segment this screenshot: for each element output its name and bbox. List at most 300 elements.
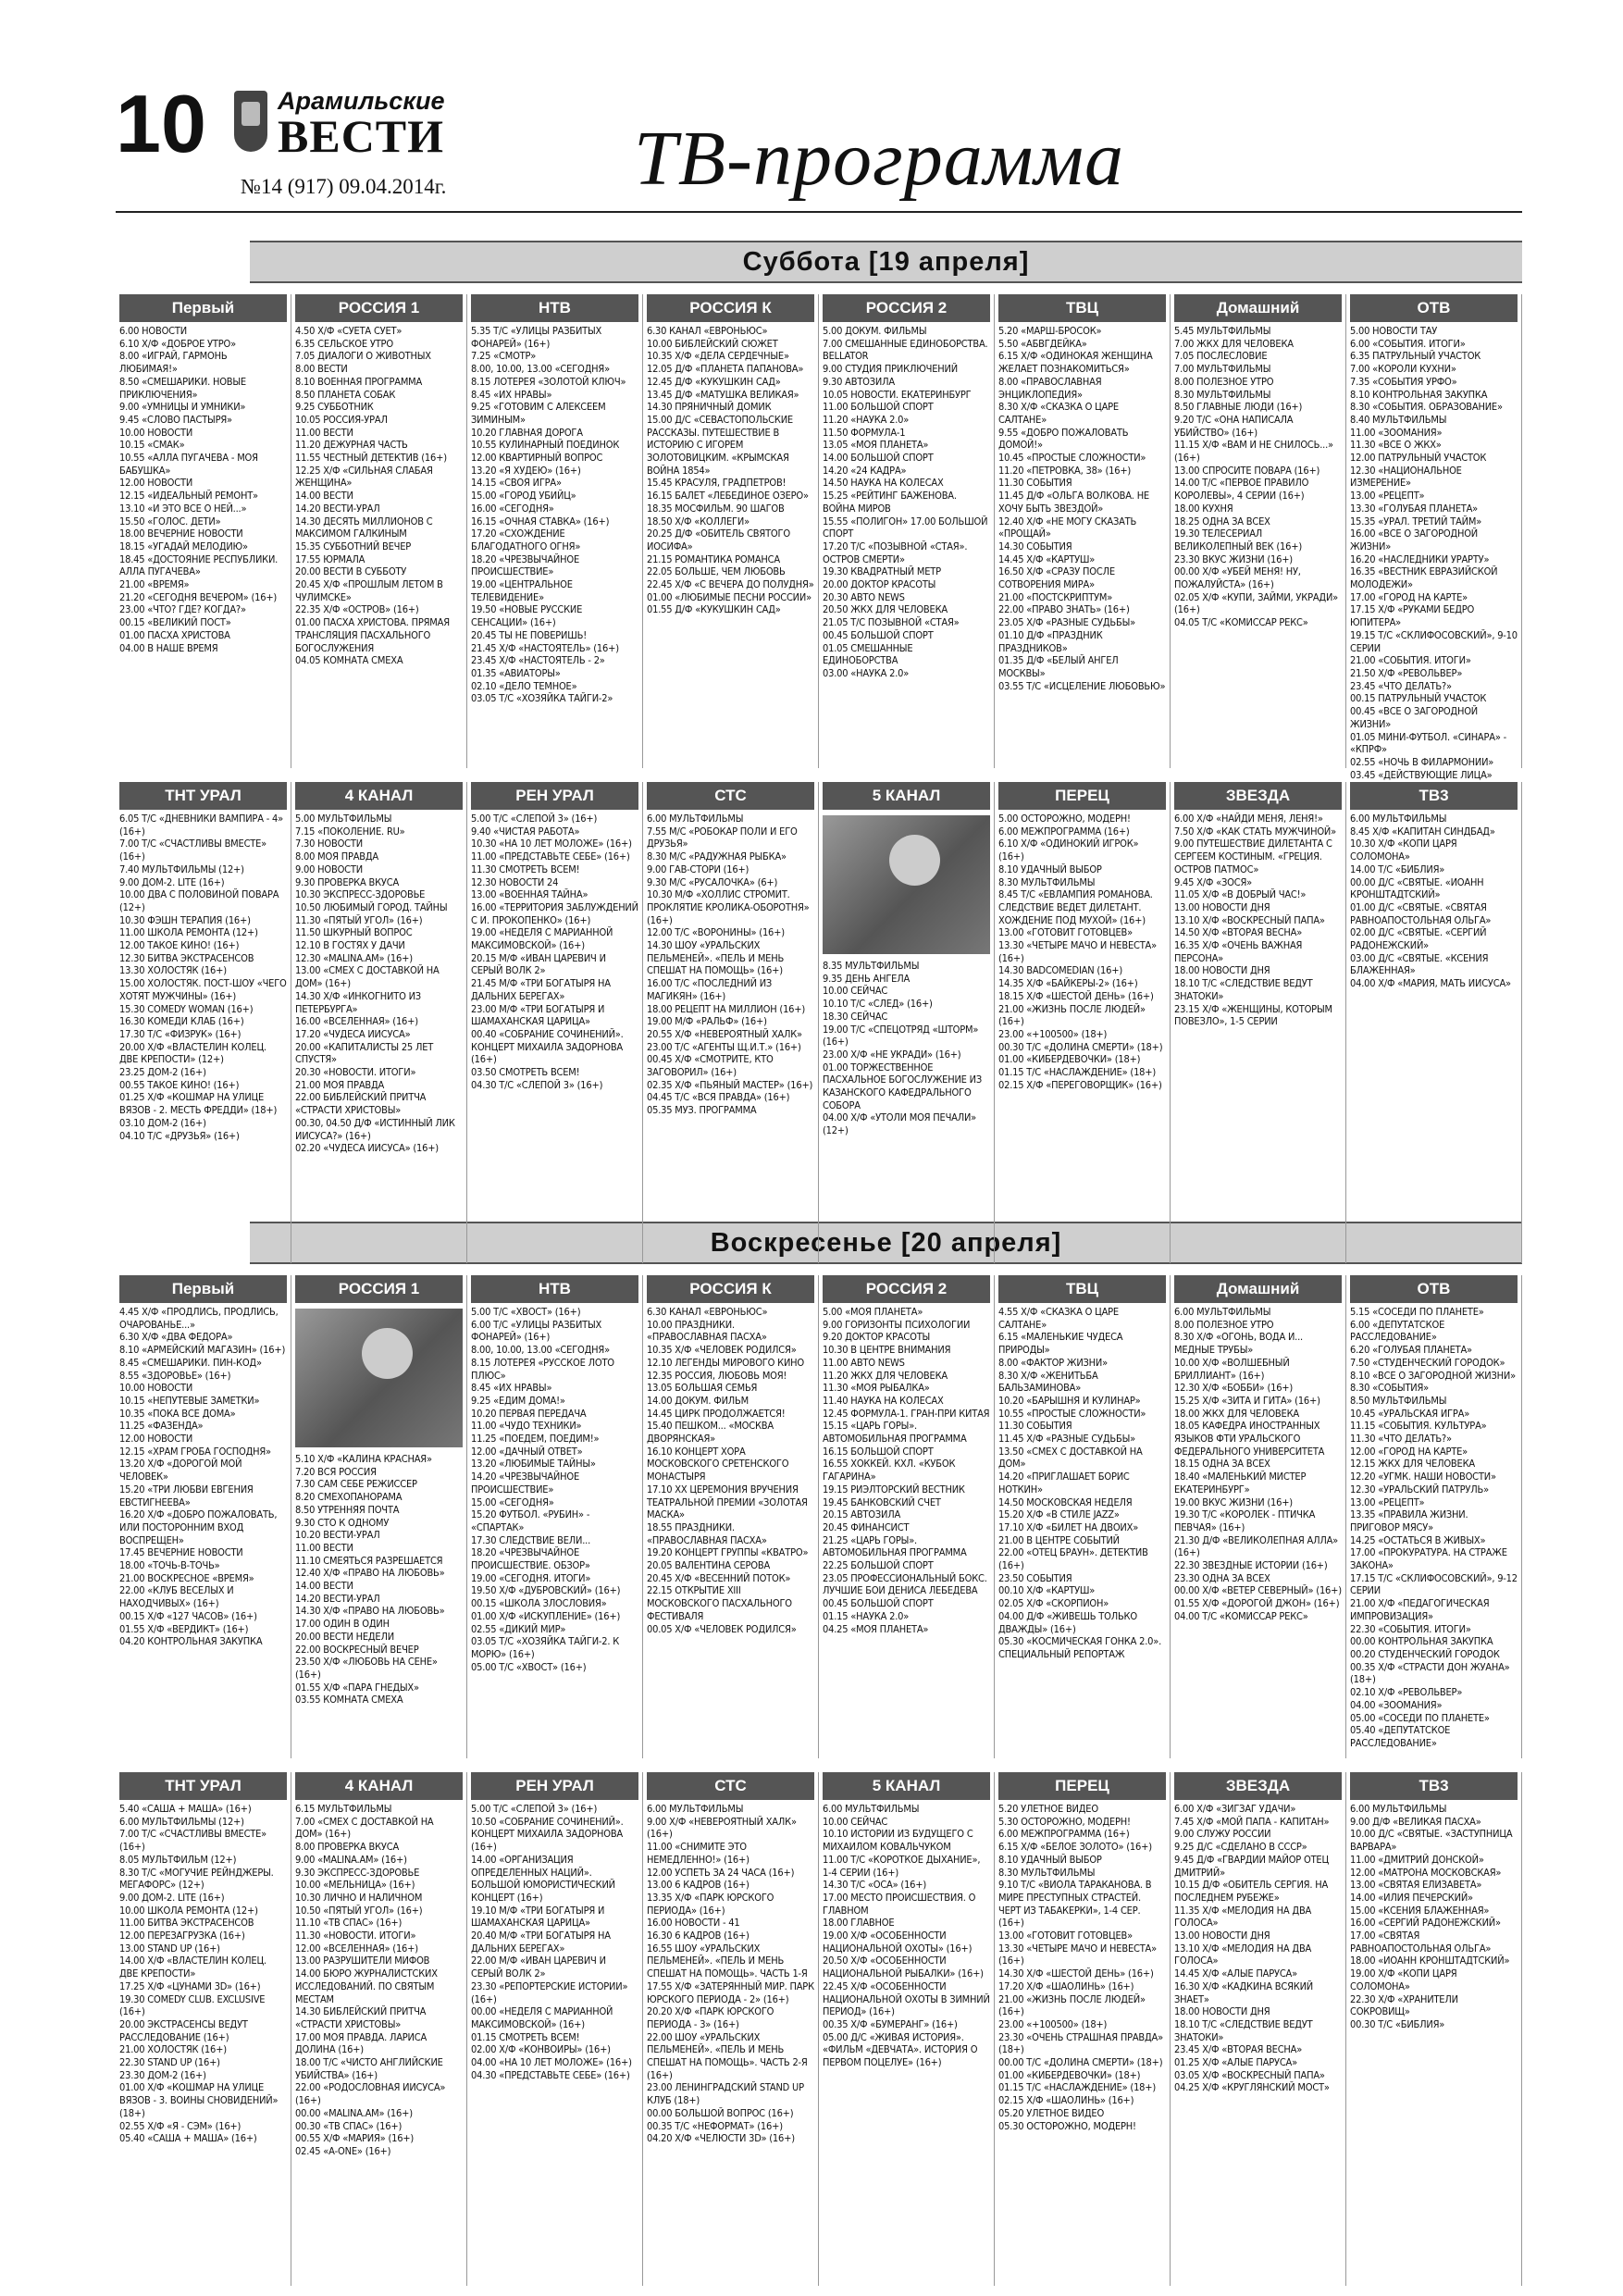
- program-item: 8.15 ЛОТЕРЕЯ «ЗОЛОТОЙ КЛЮЧ»: [471, 375, 626, 388]
- program-item: 05.40 «ДЕПУТАТСКОЕ РАССЛЕДОВАНИЕ»: [1350, 1724, 1451, 1749]
- program-item: 11.45 Д/Ф «ОЛЬГА ВОЛКОВА. НЕ ХОЧУ БЫТЬ ЗВЕЗДОЙ»: [998, 490, 1149, 515]
- program-item: 5.45 МУЛЬТФИЛЬМЫ: [1174, 325, 1271, 337]
- channel-column: [819, 294, 995, 768]
- program-item: 5.30 ОСТОРОЖНО, МОДЕРН!: [998, 1815, 1131, 1828]
- program-item: 11.25 «ПОЕДЕМ, ПОЕДИМ!»: [471, 1433, 600, 1446]
- program-list: [647, 325, 814, 616]
- program-item: 12.30 «MALINA.AM» (16+): [295, 951, 413, 964]
- program-item: 18.10 Т/С «СЛЕДСТВИЕ ВЕДУТ ЗНАТОКИ»: [1174, 977, 1313, 1002]
- program-item: 19.30 COMEDY CLUB. EXCLUSIVE (16+): [119, 1992, 266, 2018]
- program-item: 04.45 Т/С «ВСЯ ПРАВДА» (16+): [647, 1091, 790, 1104]
- program-item: 23.00 Х/Ф «НЕ УКРАДИ» (16+): [823, 1048, 961, 1061]
- program-item: 23.30 ДОМ-2 (16+): [119, 2068, 206, 2081]
- channel-logo: ПЕРЕЦ: [998, 1772, 1166, 1800]
- program-item: 10.00 ДВА С ПОЛОВИНОЙ ПОВАРА (12+): [119, 888, 279, 913]
- program-item: 04.05 Т/С «КОМИССАР РЕКС»: [1174, 616, 1308, 629]
- channel-column: [291, 1275, 467, 1758]
- program-item: 00.45 Х/Ф «СМОТРИТЕ, КТО ЗАГОВОРИЛ» (16+): [647, 1053, 774, 1079]
- channel-logo: ПЕРЕЦ: [998, 782, 1166, 810]
- program-item: 13.05 «МОЯ ПЛАНЕТА»: [823, 439, 929, 452]
- program-item: 01.15 СМОТРЕТЬ ВСЕМ!: [471, 2030, 580, 2043]
- program-item: 7.25 «СМОТР»: [471, 350, 537, 363]
- channel-column: [643, 782, 819, 1263]
- program-item: 9.45 «СЛОВО ПАСТЫРЯ»: [119, 413, 232, 426]
- program-item: 16.20 Х/Ф «ДОБРО ПОЖАЛОВАТЬ, ИЛИ ПОСТОРОННИМ ВХОД ВОСПРЕЩЕН»: [119, 1508, 278, 1546]
- program-item: 13.00 «РЕЦЕПТ»: [1350, 490, 1425, 503]
- program-item: 22.45 Х/Ф «С ВЕЧЕРА ДО ПОЛУДНЯ»: [647, 578, 814, 591]
- page-title: ТВ-программа: [634, 116, 1124, 202]
- program-item: 14.20 ВЕСТИ-УРАЛ: [295, 1592, 380, 1605]
- channel-column: [1171, 1275, 1346, 1758]
- program-item: 19.00 Х/Ф «ОСОБЕННОСТИ НАЦИОНАЛЬНОЙ ОХОТЫ» (16+): [823, 1930, 973, 1955]
- program-item: 10.20 ПЕРВАЯ ПЕРЕДАЧА: [471, 1407, 587, 1420]
- program-item: 23.00 «+100500» (18+): [998, 2017, 1108, 2030]
- program-list: [647, 813, 814, 1117]
- program-item: 22.30 Х/Ф «ХРАНИТЕЛИ СОКРОВИЩ»: [1350, 1992, 1458, 2018]
- program-item: 11.30 «ПЯТЫЙ УГОЛ» (16+): [295, 913, 423, 926]
- program-item: 7.00 Т/С «СЧАСТЛИВЫ ВМЕСТЕ» (16+): [119, 838, 267, 863]
- program-item: 23.00 Т/С «АГЕНТЫ Щ.И.Т.» (16+): [647, 1040, 801, 1053]
- program-item: 16.00 «ВСЕ О ЗАГОРОДНОЙ ЖИЗНИ»: [1350, 527, 1479, 552]
- channel-column: [995, 1275, 1171, 1758]
- program-list: [647, 1306, 814, 1635]
- program-item: 14.30 БИБЛЕЙСКИЙ ПРИТЧА «СТРАСТИ ХРИСТОВЫ»: [295, 2005, 427, 2030]
- program-list: [295, 813, 463, 1155]
- program-item: 12.30 БИТВА ЭКСТРАСЕНСОВ: [119, 951, 254, 964]
- program-item: 01.35 «АВИАТОРЫ»: [471, 666, 561, 679]
- program-item: 15.00 ХОЛОСТЯК. ПОСТ-ШОУ «ЧЕГО ХОТЯТ МУЖЧИНЫ» (16+): [119, 977, 287, 1002]
- program-item: 00.30 Т/С «ДОЛИНА СМЕРТИ» (18+): [998, 1040, 1163, 1053]
- program-item: 04.30 «ПРЕДСТАВЬТЕ СЕБЕ» (16+): [471, 2068, 630, 2081]
- program-item: 10.00 СЕЙЧАС: [823, 985, 888, 998]
- program-item: 02.10 «ДЕЛО ТЕМНОЕ»: [471, 679, 577, 692]
- program-item: 15.40 ПЕШКОМ... «МОСКВА ДВОРЯНСКАЯ»: [647, 1420, 774, 1446]
- program-item: 8.00 ПОЛЕЗНОЕ УТРО: [1174, 1318, 1274, 1331]
- program-item: 14.20 ВЕСТИ-УРАЛ: [295, 502, 380, 515]
- program-item: 14.00 Т/С «БИБЛИЯ»: [1350, 863, 1445, 875]
- channel-column: [1346, 1772, 1522, 2286]
- program-item: 8.40 МУЛЬТФИЛЬМЫ: [1350, 413, 1447, 426]
- program-item: 23.45 Х/Ф «ВТОРАЯ ВЕСНА»: [1174, 2043, 1303, 2056]
- program-item: 12.00 «ВСЕЛЕННАЯ» (16+): [295, 1942, 418, 1955]
- program-item: 18.00 «ТОЧЬ-В-ТОЧЬ»: [119, 1559, 220, 1572]
- program-item: 04.30 Т/С «СЛЕПОЙ 3» (16+): [471, 1078, 603, 1091]
- program-item: 17.55 ЮРМАЛА: [295, 552, 365, 565]
- program-item: 11.20 ЖКХ ДЛЯ ЧЕЛОВЕКА: [823, 1369, 948, 1382]
- program-item: 04.00 Т/С «КОМИССАР РЕКС»: [1174, 1609, 1308, 1622]
- channel-logo: РОССИЯ 2: [823, 294, 990, 322]
- program-item: 13.00 «ГОТОВИТ ГОТОВЦЕВ»: [998, 926, 1133, 939]
- program-item: 18.40 «МАЛЕНЬКИЙ МИСТЕР ЕКАТЕРИНБУРГ»: [1174, 1471, 1307, 1496]
- program-item: 21.20 «СЕГОДНЯ ВЕЧЕРОМ» (16+): [119, 590, 278, 603]
- program-item: 03.10 ДОМ-2 (16+): [119, 1116, 206, 1129]
- program-item: 13.20 «Я ХУДЕЮ» (16+): [471, 464, 581, 477]
- program-item: 19.30 Т/С «КОРОЛЕК - ПТИЧКА ПЕВЧАЯ» (16+): [1174, 1508, 1316, 1533]
- program-item: 20.00 ЭКСТРАСЕНСЫ ВЕДУТ РАССЛЕДОВАНИЕ (16+): [119, 2017, 248, 2043]
- program-item: 19.45 БАНКОВСКИЙ СЧЕТ: [823, 1496, 941, 1508]
- program-item: 8.30 Х/Ф «ОГОНЬ, ВОДА И... МЕДНЫЕ ТРУБЫ»: [1174, 1331, 1303, 1357]
- newspaper-name-line2: ВЕСТИ: [278, 110, 445, 162]
- program-item: 00.35 Х/Ф «СТРАСТИ ДОН ЖУАНА» (18+): [1350, 1660, 1510, 1686]
- photo-image: [295, 1309, 463, 1447]
- program-item: 11.50 ШКУРНЫЙ ВОПРОС: [295, 926, 413, 939]
- program-item: 01.10 Д/Ф «ПРАЗДНИК ПРАЗДНИКОВ»: [998, 628, 1103, 654]
- program-item: 23.30 «ОЧЕНЬ СТРАШНАЯ ПРАВДА» (18+): [998, 2030, 1163, 2056]
- program-item: 12.00 ПЕРЕЗАГРУЗКА (16+): [119, 1930, 245, 1942]
- channel-column: [1346, 294, 1522, 781]
- program-item: 03.05 Х/Ф «ВОСКРЕСНЫЙ ПАПА»: [1174, 2068, 1325, 2081]
- program-item: 05.40 «САША + МАША» (16+): [119, 2132, 257, 2145]
- program-item: 23.00 ЛЕНИНГРАДСКИЙ STAND UP КЛУБ (18+): [647, 2081, 804, 2107]
- program-item: 22.35 Х/Ф «ОСТРОВ» (16+): [295, 603, 419, 616]
- program-item: 5.00 ДОКУМ. ФИЛЬМЫ: [823, 325, 927, 337]
- program-item: 14.00 БЮРО ЖУРНАЛИСТСКИХ ИССЛЕДОВАНИЙ. ПО СВЯТЫМ МЕСТАМ: [295, 1967, 438, 2005]
- program-item: 16.35 «ВЕСТНИК ЕВРАЗИЙСКОЙ МОЛОДЕЖИ»: [1350, 565, 1498, 591]
- program-item: 9.30 АВТОЗИЛА: [823, 375, 895, 388]
- program-item: 16.35 Х/Ф «ОЧЕНЬ ВАЖНАЯ ПЕРСОНА»: [1174, 939, 1303, 964]
- program-item: 6.00 МУЛЬТФИЛЬМЫ: [1174, 1306, 1271, 1318]
- program-item: 22.30 STAND UP (16+): [119, 2056, 220, 2069]
- program-item: 12.40 Х/Ф «ПРАВО НА ЛЮБОВЬ»: [295, 1567, 445, 1580]
- program-item: 14.50 НАУКА НА КОЛЕСАХ: [823, 477, 944, 490]
- program-item: 9.00 Д/Ф «ВЕЛИКАЯ ПАСХА»: [1350, 1815, 1481, 1828]
- program-item: 11.30 «МОЯ РЫБАЛКА»: [823, 1382, 930, 1395]
- program-item: 10.30 ЛИЧНО И НАЛИЧНОМ: [295, 1891, 423, 1904]
- program-item: 21.00 В ЦЕНТРЕ СОБЫТИЙ: [998, 1533, 1120, 1546]
- program-item: 12.00 Т/С «ВОРОНИНЫ» (16+): [647, 926, 785, 939]
- program-item: 9.00 ГАВ-СТОРИ (16+): [647, 863, 750, 875]
- channel-column: [819, 1772, 995, 2286]
- program-item: 8.45 «ИХ НРАВЫ»: [471, 1382, 552, 1395]
- program-item: 9.35 ДЕНЬ АНГЕЛА: [823, 972, 911, 985]
- program-item: 02.55 «ДИКИЙ МИР»: [471, 1622, 566, 1635]
- program-item: 23.50 СОБЫТИЯ: [998, 1571, 1072, 1584]
- channel-logo: СТС: [647, 782, 814, 810]
- program-item: 21.50 Х/Ф «РЕВОЛЬВЕР»: [1350, 666, 1463, 679]
- program-item: 9.30 СТО К ОДНОМУ: [295, 1516, 390, 1529]
- program-item: 7.05 ПОСЛЕСЛОВИЕ: [1174, 350, 1268, 363]
- program-item: 9.30 М/С «РУСАЛОЧКА» (6+): [647, 875, 778, 888]
- program-item: 14.20 «ЧРЕЗВЫЧАЙНОЕ ПРОИСШЕСТВИЕ»: [471, 1471, 580, 1496]
- program-item: 16.55 ХОККЕЙ. КХЛ. «КУБОК ГАГАРИНА»: [823, 1458, 956, 1483]
- program-item: 00.30 Т/С «БИБЛИЯ»: [1350, 2017, 1445, 2030]
- program-item: 12.00 ТАКОЕ КИНО! (16+): [119, 939, 240, 952]
- program-item: 8.15 ЛОТЕРЕЯ «РУССКОЕ ЛОТО ПЛЮС»: [471, 1356, 614, 1382]
- program-item: 22.00 «КЛУБ ВЕСЕЛЫХ И НАХОДЧИВЫХ» (16+): [119, 1584, 234, 1610]
- program-item: 11.20 ДЕЖУРНАЯ ЧАСТЬ: [295, 439, 408, 452]
- program-item: 6.35 ПАТРУЛЬНЫЙ УЧАСТОК: [1350, 350, 1481, 363]
- program-item: 4.55 Х/Ф «СКАЗКА О ЦАРЕ САЛТАНЕ»: [998, 1306, 1119, 1331]
- program-item: 9.00 Х/Ф «НЕВЕРОЯТНЫЙ ХАЛК» (16+): [647, 1815, 797, 1841]
- program-item: 8.00, 10.00, 13.00 «СЕГОДНЯ»: [471, 363, 610, 376]
- program-item: 10.35 «ПОКА ВСЕ ДОМА»: [119, 1407, 236, 1420]
- program-item: 6.00 МУЛЬТФИЛЬМЫ: [1350, 1803, 1447, 1815]
- program-list: [1350, 1306, 1518, 1750]
- program-list: [823, 1306, 990, 1635]
- program-item: 8.00, 10.00, 13.00 «СЕГОДНЯ»: [471, 1344, 610, 1357]
- program-item: 11.00 ВЕСТИ: [295, 426, 353, 439]
- program-item: 17.45 ВЕЧЕРНИЕ НОВОСТИ: [119, 1546, 243, 1559]
- program-item: 16.00 «ВСЕЛЕННАЯ» (16+): [295, 1015, 418, 1028]
- channel-column: [467, 1275, 643, 1758]
- program-item: 9.25 СУББОТНИК: [295, 401, 374, 414]
- program-item: 6.30 Х/Ф «ДВА ФЕДОРА»: [119, 1331, 233, 1344]
- program-item: 8.00 «ИГРАЙ, ГАРМОНЬ ЛЮБИМАЯ!»: [119, 350, 228, 376]
- program-item: 04.20 Х/Ф «ЧЕЛЮСТИ 3D» (16+): [647, 2132, 795, 2145]
- program-item: 19.00 М/Ф «РАЛЬФ» (16+): [647, 1015, 767, 1028]
- program-item: 16.10 КОНЦЕРТ ХОРА МОСКОВСКОГО СРЕТЕНСКОГО МОНАСТЫРЯ: [647, 1445, 789, 1483]
- program-item: 15.45 КРАСУЛЯ, ГРАДПЕТРОВ!: [647, 477, 787, 490]
- program-item: 7.30 НОВОСТИ: [295, 838, 363, 850]
- program-item: 16.30 Х/Ф «КАДКИНА ВСЯКИЙ ЗНАЕТ»: [1174, 1980, 1314, 2005]
- program-item: 5.50 «АБВГДЕЙКА»: [998, 337, 1087, 350]
- program-item: 6.15 Х/Ф «БЕЛОЕ ЗОЛОТО» (16+): [998, 1841, 1152, 1854]
- program-item: 8.20 СМЕХОПАНОРАМА: [295, 1491, 403, 1504]
- program-item: 00.30 «ТВ СПАС» (16+): [295, 2119, 403, 2132]
- channel-logo: ТНТ УРАЛ: [119, 782, 287, 810]
- program-item: 8.00 ПОЛЕЗНОЕ УТРО: [1174, 375, 1274, 388]
- program-item: 14.45 Х/Ф «КАРТУШ»: [998, 552, 1096, 565]
- program-item: 21.45 Х/Ф «НАСТОЯТЕЛЬ» (16+): [471, 641, 619, 654]
- program-item: 10.20 ГЛАВНАЯ ДОРОГА: [471, 426, 583, 439]
- program-item: 17.30 СЛЕДСТВИЕ ВЕЛИ...: [471, 1533, 591, 1546]
- program-item: 12.30 «НАЦИОНАЛЬНОЕ ИЗМЕРЕНИЕ»: [1350, 464, 1462, 490]
- program-item: 01.00 ПАСХА ХРИСТОВА: [119, 628, 230, 641]
- program-item: 8.10 «ВСЕ О ЗАГОРОДНОЙ ЖИЗНИ»: [1350, 1369, 1516, 1382]
- program-item: 5.15 «СОСЕДИ ПО ПЛАНЕТЕ»: [1350, 1306, 1484, 1318]
- program-item: 18.00 Т/С «ЧИСТО АНГЛИЙСКИЕ УБИЙСТВА» (16+): [295, 2056, 443, 2081]
- program-item: 10.00 ШКОЛА РЕМОНТА (12+): [119, 1904, 258, 1917]
- program-item: 19.00 Т/С «СПЕЦОТРЯД «ШТОРМ» (16+): [823, 1023, 979, 1049]
- channel-column: [291, 782, 467, 1263]
- program-item: 12.35 РОССИЯ, ЛЮБОВЬ МОЯ!: [647, 1369, 787, 1382]
- program-item: 11.40 НАУКА НА КОЛЕСАХ: [823, 1394, 944, 1407]
- day-label: Воскресенье [20 апреля]: [710, 1228, 1062, 1258]
- program-list: [823, 1803, 990, 2069]
- program-item: 14.00 ВЕСТИ: [295, 490, 353, 503]
- program-item: 21.25 «ЦАРЬ ГОРЫ». АВТОМОБИЛЬНАЯ ПРОГРАММА: [823, 1533, 967, 1559]
- program-item: 10.15 «СМАК»: [119, 439, 185, 452]
- channel-column: [643, 1275, 819, 1758]
- program-item: 12.30 Х/Ф «БОББИ» (16+): [1174, 1382, 1294, 1395]
- channel-column: [291, 1772, 467, 2286]
- program-item: 8.10 «АРМЕЙСКИЙ МАГАЗИН» (16+): [119, 1344, 286, 1357]
- program-item: 15.55 «ПОЛИГОН» 17.00 БОЛЬШОЙ СПОРТ: [823, 515, 988, 540]
- program-item: 9.00 «MALINA.AM» (16+): [295, 1853, 407, 1866]
- program-item: 18.15 ОДНА ЗА ВСЕХ: [1174, 1458, 1270, 1471]
- program-item: 20.20 Х/Ф «ПАРК ЮРСКОГО ПЕРИОДА - 3» (16+): [647, 2005, 774, 2030]
- program-item: 15.25 «РЕЙТИНГ БАЖЕНОВА. ВОЙНА МИРОВ: [823, 490, 957, 515]
- channel-column: [116, 1772, 291, 2286]
- program-item: 18.45 «ДОСТОЯНИЕ РЕСПУБЛИКИ. АЛЛА ПУГАЧЕВА»: [119, 552, 279, 578]
- program-item: 11.30 «ВСЕ О ЖКХ»: [1350, 439, 1442, 452]
- program-item: 21.45 М/Ф «ТРИ БОГАТЫРЯ НА ДАЛЬНИХ БЕРЕГАХ»: [471, 977, 611, 1002]
- program-item: 10.15 «НЕПУТЕВЫЕ ЗАМЕТКИ»: [119, 1394, 260, 1407]
- program-item: 17.00 «СВЯТАЯ РАВНОАПОСТОЛЬНАЯ ОЛЬГА»: [1350, 1930, 1492, 1955]
- program-item: 17.00 ОДИН В ОДИН: [295, 1618, 390, 1631]
- program-item: 13.00 «ГОТОВИТ ГОТОВЦЕВ»: [998, 1930, 1133, 1942]
- program-item: 21.30 Д/Ф «ВЕЛИКОЛЕПНАЯ АЛЛА» (16+): [1174, 1533, 1338, 1559]
- program-item: 18.25 ОДНА ЗА ВСЕХ: [1174, 515, 1270, 527]
- program-item: 15.20 ФУТБОЛ. «РУБИН» - «СПАРТАК»: [471, 1508, 590, 1533]
- program-item: 12.05 Д/Ф «ПЛАНЕТА ПАПАНОВА»: [647, 363, 804, 376]
- program-item: 10.15 Д/Ф «ОБИТЕЛЬ СЕРГИЯ. НА ПОСЛЕДНЕМ РУБЕЖЕ»: [1174, 1879, 1329, 1904]
- program-item: 22.05 БОЛЬШЕ, ЧЕМ ЛЮБОВЬ: [647, 565, 786, 578]
- channel-column: [1346, 782, 1522, 1263]
- program-item: 17.25 Х/Ф «ЦУНАМИ 3D» (16+): [119, 1980, 261, 1992]
- program-item: 9.25 «ЕДИМ ДОМА!»: [471, 1394, 565, 1407]
- program-item: 03.55 Т/С «ИСЦЕЛЕНИЕ ЛЮБОВЬЮ»: [998, 679, 1166, 692]
- program-item: 5.20 «МАРШ-БРОСОК»: [998, 325, 1102, 337]
- program-item: 01.15 Т/С «НАСЛАЖДЕНИЕ» (18+): [998, 2081, 1157, 2094]
- program-item: 10.10 Т/С «СЛЕД» (16+): [823, 998, 933, 1011]
- program-item: 16.00 «СЕГОДНЯ»: [471, 502, 554, 515]
- program-item: 8.30 МУЛЬТФИЛЬМЫ: [998, 1866, 1096, 1879]
- program-item: 04.25 «МОЯ ПЛАНЕТА»: [823, 1622, 929, 1635]
- program-item: 6.00 «ДЕПУТАТСКОЕ РАССЛЕДОВАНИЕ»: [1350, 1318, 1445, 1344]
- program-item: 5.10 Х/Ф «КАЛИНА КРАСНАЯ»: [295, 1453, 432, 1465]
- program-item: 18.20 «ЧРЕЗВЫЧАЙНОЕ ПРОИСШЕСТВИЕ»: [471, 552, 580, 578]
- program-item: 00.00 Х/Ф «ВЕТЕР СЕВЕРНЫЙ» (16+): [1174, 1584, 1342, 1597]
- channel-logo: 5 КАНАЛ: [823, 1772, 990, 1800]
- program-item: 20.05 ВАЛЕНТИНА СЕРОВА: [647, 1559, 771, 1572]
- channel-column: [995, 294, 1171, 768]
- program-item: 9.20 ДОКТОР КРАСОТЫ: [823, 1331, 931, 1344]
- program-item: 16.15 «ОЧНАЯ СТАВКА» (16+): [471, 515, 610, 527]
- program-item: 7.15 «ПОКОЛЕНИЕ. RU»: [295, 825, 405, 838]
- program-item: 5.40 «САША + МАША» (16+): [119, 1803, 252, 1815]
- program-item: 01.05 СМЕШАННЫЕ ЕДИНОБОРСТВА: [823, 641, 913, 667]
- program-item: 18.30 СЕЙЧАС: [823, 1010, 888, 1023]
- program-item: 15.00 «КСЕНИЯ БЛАЖЕННАЯ»: [1350, 1904, 1490, 1917]
- program-item: 02.00 Д/С «СВЯТЫЕ. «СЕРГИЙ РАДОНЕЖСКИЙ»: [1350, 926, 1487, 952]
- program-item: 11.10 СМЕЯТЬСЯ РАЗРЕШАЕТСЯ: [295, 1554, 443, 1567]
- program-item: 02.55 «НОЧЬ В ФИЛАРМОНИИ»: [1350, 755, 1494, 768]
- program-item: 10.00 НОВОСТИ: [119, 426, 193, 439]
- program-item: 18.20 «ЧРЕЗВЫЧАЙНОЕ ПРОИСШЕСТВИЕ. ОБЗОР»: [471, 1546, 590, 1572]
- program-item: 6.10 Х/Ф «ОДИНОКИЙ ИГРОК» (16+): [998, 838, 1139, 863]
- channel-logo: ТНТ УРАЛ: [119, 1772, 287, 1800]
- program-item: 11.30 СОБЫТИЯ: [998, 477, 1072, 490]
- program-item: 6.15 Х/Ф «ОДИНОКАЯ ЖЕНЩИНА ЖЕЛАЕТ ПОЗНАКОМИТЬСЯ»: [998, 350, 1153, 376]
- program-item: 13.50 «СМЕХ С ДОСТАВКОЙ НА ДОМ»: [998, 1445, 1143, 1471]
- program-item: 7.00 «КОРОЛИ КУХНИ»: [1350, 363, 1456, 376]
- program-item: 18.35 МОСФИЛЬМ. 90 ШАГОВ: [647, 502, 785, 515]
- channel-logo: РОССИЯ К: [647, 294, 814, 322]
- program-item: 13.00 СПРОСИТЕ ПОВАРА (16+): [1174, 464, 1320, 477]
- program-item: 8.50 «СМЕШАРИКИ. НОВЫЕ ПРИКЛЮЧЕНИЯ»: [119, 375, 246, 401]
- program-item: 16.00 «СЕРГИЙ РАДОНЕЖСКИЙ»: [1350, 1917, 1501, 1930]
- program-item: 02.05 Х/Ф «КУПИ, ЗАЙМИ, УКРАДИ» (16+): [1174, 590, 1338, 616]
- program-item: 8.45 Т/С «ЕВЛАМПИЯ РОМАНОВА. СЛЕДСТВИЕ ВЕДЕТ ДИЛЕТАНТ. ХОЖДЕНИЕ ПОД МУХОЙ» (16+): [998, 888, 1153, 926]
- program-item: 12.00 «МАТРОНА МОСКОВСКАЯ»: [1350, 1866, 1502, 1879]
- program-item: 5.00 НОВОСТИ ТАУ: [1350, 325, 1438, 337]
- channel-column: [467, 782, 643, 1263]
- program-item: 00.35 Х/Ф «БУМЕРАНГ» (16+): [823, 2017, 958, 2030]
- program-item: 5.00 Т/С «СЛЕПОЙ 3» (16+): [471, 813, 598, 825]
- program-item: 19.30 ТЕЛЕСЕРИАЛ ВЕЛИКОЛЕПНЫЙ ВЕК (16+): [1174, 527, 1302, 552]
- program-item: 16.00 НОВОСТИ - 41: [647, 1917, 740, 1930]
- program-item: 23.50 Х/Ф «ЛЮБОВЬ НА СЕНЕ» (16+): [295, 1656, 438, 1681]
- program-item: 01.15 Т/С «НАСЛАЖДЕНИЕ» (18+): [998, 1066, 1157, 1079]
- program-item: 9.00 ДОМ-2. LITE (16+): [119, 1891, 225, 1904]
- program-item: 12.40 Х/Ф «НЕ МОГУ СКАЗАТЬ «ПРОЩАЙ»: [998, 515, 1137, 540]
- program-item: 14.30 ПРЯНИЧНЫЙ ДОМИК: [647, 401, 772, 414]
- program-item: 15.30 COMEDY WOMAN (16+): [119, 1002, 254, 1015]
- program-item: 14.00 ВЕСТИ: [295, 1580, 353, 1593]
- program-item: 6.00 МУЛЬТФИЛЬМЫ (12+): [119, 1815, 244, 1828]
- program-item: 9.45 Х/Ф «ЗОСЯ»: [1174, 875, 1252, 888]
- newspaper-name-line1: Арамильские: [278, 87, 445, 115]
- program-item: 6.05 Т/С «ДНЕВНИКИ ВАМПИРА - 4» (16+): [119, 813, 283, 838]
- program-item: 14.45 ЦИРК ПРОДОЛЖАЕТСЯ!: [647, 1407, 786, 1420]
- program-item: 8.00 ПРОВЕРКА ВКУСА: [295, 1841, 400, 1854]
- page-header: [116, 78, 1522, 213]
- program-item: 12.15 «ХРАМ ГРОБА ГОСПОДНЯ»: [119, 1445, 271, 1458]
- channel-logo: ОТВ: [1350, 1275, 1518, 1303]
- program-item: 9.55 «ДОБРО ПОЖАЛОВАТЬ ДОМОЙ!»: [998, 426, 1129, 452]
- photo-image: [823, 815, 990, 954]
- program-item: 6.10 Х/Ф «ДОБРОЕ УТРО»: [119, 337, 236, 350]
- program-item: 13.30 «ЧЕТЫРЕ МАЧО И НЕВЕСТА» (16+): [998, 939, 1157, 964]
- program-item: 23.45 «ЧТО ДЕЛАТЬ?»: [1350, 679, 1452, 692]
- program-item: 11.10 «ТВ СПАС» (16+): [295, 1917, 403, 1930]
- program-item: 7.00 СМЕШАННЫЕ ЕДИНОБОРСТВА. BELLATOR: [823, 337, 988, 363]
- program-list: [471, 1803, 638, 2081]
- program-item: 9.00 ПУТЕШЕСТВИЕ ДИЛЕТАНТА С СЕРГЕЕМ КОСТИНЫМ. «ГРЕЦИЯ. ОСТРОВ ПАТМОС»: [1174, 838, 1332, 875]
- program-item: 9.25 «ГОТОВИМ С АЛЕКСЕЕМ ЗИМИНЫМ»: [471, 401, 606, 426]
- channel-column: [643, 294, 819, 768]
- program-item: 19.15 Т/С «СКЛИФОСОВСКИЙ», 9-10 СЕРИИ: [1350, 628, 1518, 654]
- program-item: 17.15 Т/С «СКЛИФОСОВСКИЙ», 9-12 СЕРИИ: [1350, 1571, 1518, 1597]
- program-item: 17.00 МЕСТО ПРОИСШЕСТВИЯ. О ГЛАВНОМ: [823, 1891, 976, 1917]
- program-item: 8.00 МОЯ ПРАВДА: [295, 850, 378, 863]
- program-item: 22.25 БОЛЬШОЙ СПОРТ: [823, 1559, 934, 1572]
- program-item: 15.25 Х/Ф «ЗИТА И ГИТА» (16+): [1174, 1394, 1320, 1407]
- program-item: 20.45 ФИНАНСИСТ: [823, 1520, 910, 1533]
- channel-column: [995, 782, 1171, 1263]
- channel-logo: Домашний: [1174, 1275, 1342, 1303]
- program-item: 02.45 «А-ONE» (16+): [295, 2144, 391, 2157]
- program-item: 19.30 КВАДРАТНЫЙ МЕТР: [823, 565, 941, 578]
- program-item: 17.20 Т/С «ПОЗЫВНОЙ «СТАЯ». ОСТРОВ СМЕРТИ»: [823, 540, 968, 565]
- program-item: 13.00 6 КАДРОВ (16+): [647, 1879, 750, 1892]
- program-item: 5.00 «МОЯ ПЛАНЕТА»: [823, 1306, 923, 1318]
- program-item: 00.40 «СОБРАНИЕ СОЧИНЕНИЙ». КОНЦЕРТ МИХАИЛА ЗАДОРНОВА (16+): [471, 1027, 624, 1066]
- program-item: 16.15 БАЛЕТ «ЛЕБЕДИНОЕ ОЗЕРО»: [647, 490, 809, 503]
- program-item: 10.50 «СОБРАНИЕ СОЧИНЕНИЙ». КОНЦЕРТ МИХАИЛА ЗАДОРНОВА (16+): [471, 1815, 624, 1854]
- program-item: 8.50 МУЛЬТФИЛЬМЫ: [1350, 1394, 1447, 1407]
- program-item: 16.55 ШОУ «УРАЛЬСКИХ ПЕЛЬМЕНЕЙ». «ПЕЛЬ И МЕНЬ СПЕШАТ НА ПОМОЩЬ». ЧАСТЬ 1-Я: [647, 1942, 808, 1980]
- program-item: 01.00 «КИБЕРДЕВОЧКИ» (18+): [998, 2068, 1141, 2081]
- program-item: 01.00 ТОРЖЕСТВЕННОЕ ПАСХАЛЬНОЕ БОГОСЛУЖЕНИЕ ИЗ КАЗАНСКОГО КАФЕДРАЛЬНОГО СОБОРА: [823, 1061, 983, 1111]
- program-item: 8.50 ГЛАВНЫЕ ЛЮДИ (16+): [1174, 401, 1303, 414]
- program-item: 11.00 «ЗООМАНИЯ»: [1350, 426, 1443, 439]
- program-item: 10.55 «АЛЛА ПУГАЧЕВА - МОЯ БАБУШКА»: [119, 452, 258, 477]
- program-item: 13.45 Д/Ф «МАТУШКА ВЕЛИКАЯ»: [647, 388, 799, 401]
- program-item: 10.05 РОССИЯ-УРАЛ: [295, 413, 388, 426]
- program-item: 9.00 «УМНИЦЫ И УМНИКИ»: [119, 401, 246, 414]
- program-item: 13.20 «ЛЮБИМЫЕ ТАЙНЫ»: [471, 1458, 596, 1471]
- channel-column: [116, 294, 291, 768]
- program-list: [1350, 325, 1518, 794]
- channel-column: [819, 782, 995, 1263]
- program-list: [1174, 1306, 1342, 1623]
- program-item: 20.50 Х/Ф «ОСОБЕННОСТИ НАЦИОНАЛЬНОЙ РЫБАЛКИ» (16+): [823, 1955, 984, 1980]
- program-item: 5.00 МУЛЬТФИЛЬМЫ: [295, 813, 392, 825]
- program-list: [1350, 813, 1518, 990]
- channel-logo: Первый: [119, 294, 287, 322]
